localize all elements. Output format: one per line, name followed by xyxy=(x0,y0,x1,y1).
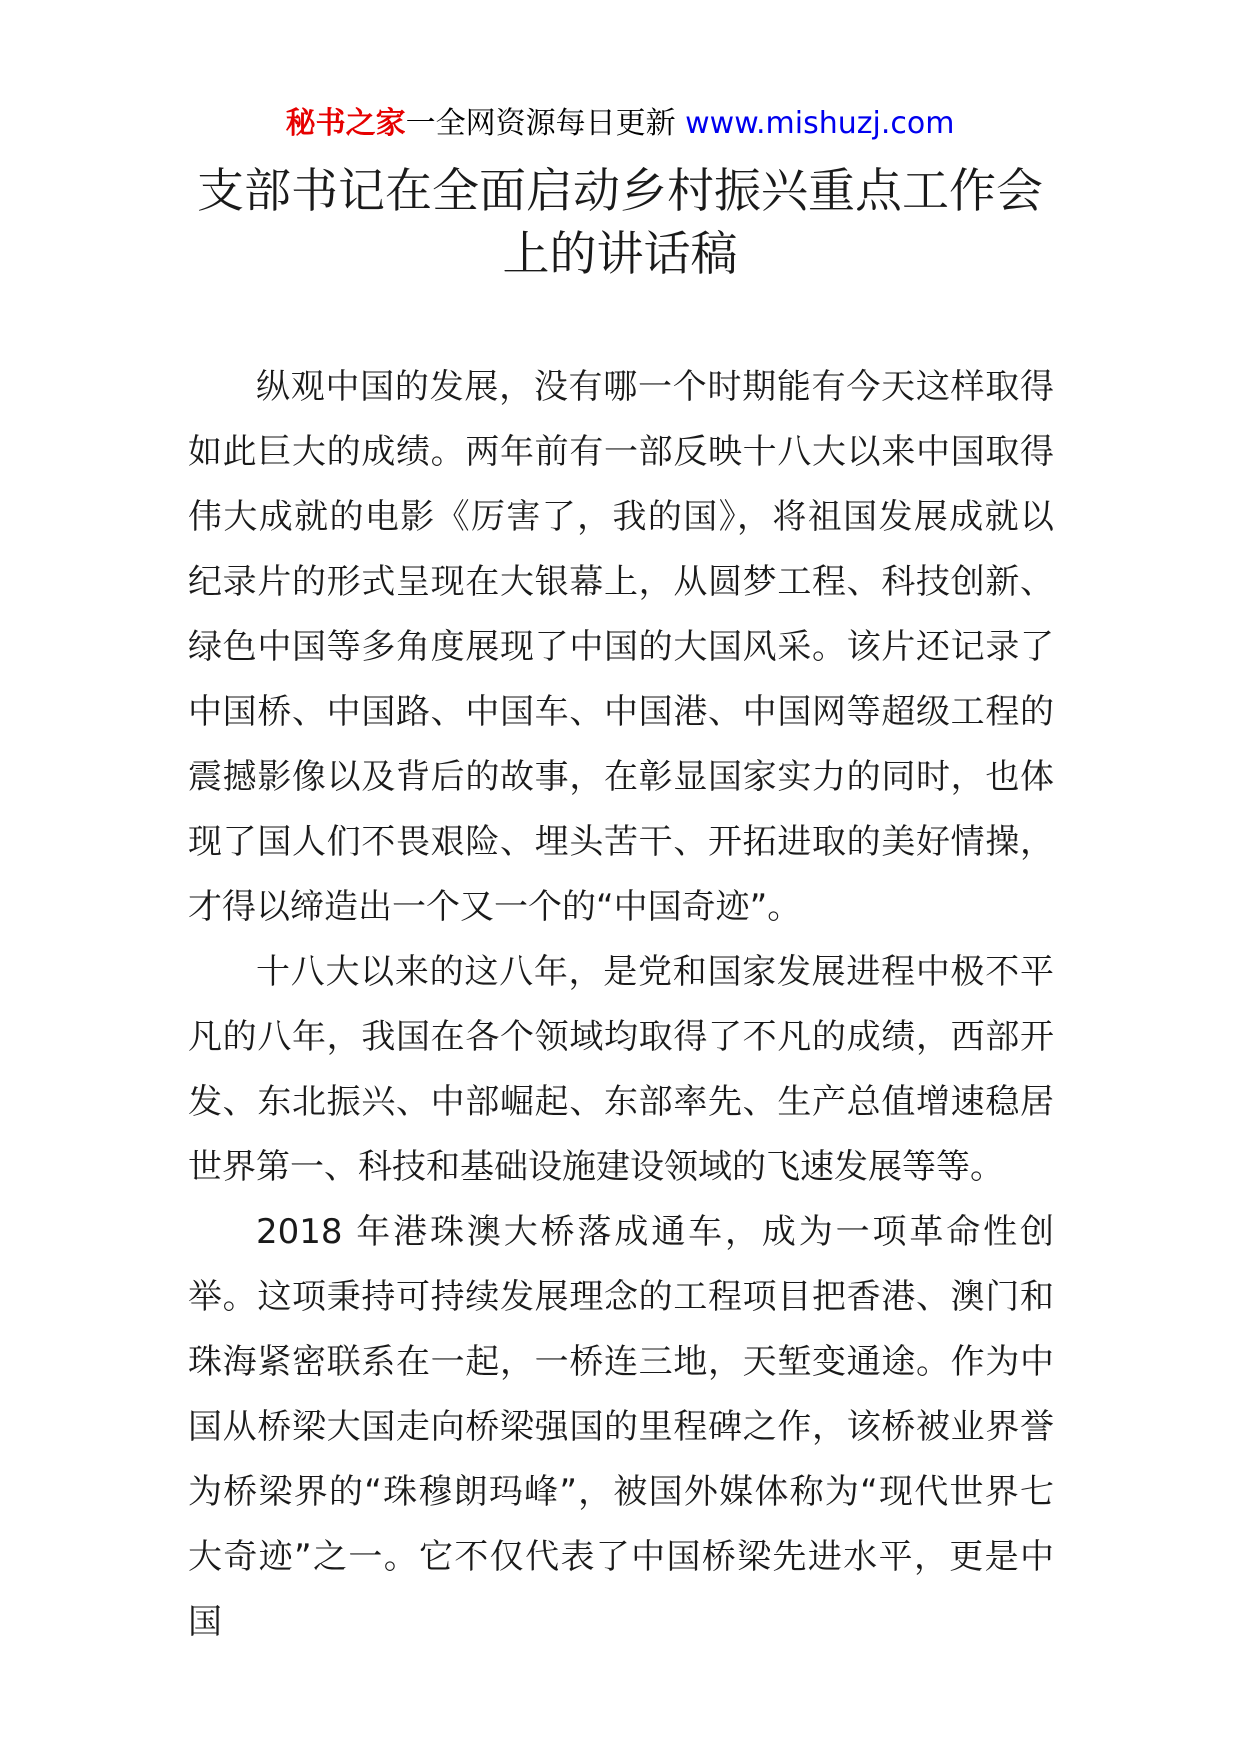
site-url-link[interactable]: www.mishuzj.com xyxy=(685,106,955,141)
site-name: 秘书之家 xyxy=(285,106,406,141)
site-tagline: 一全网资源每日更新 xyxy=(405,106,676,141)
paragraph: 2018 年港珠澳大桥落成通车，成为一项革命性创举。这项秉持可持续发展理念的工程项目把香港、澳门和珠海紧密联系在一起，一桥连三地，天堑变通途。作为中国从桥梁大国走向桥梁强国的里程碑之作，该桥被业界誉为桥梁界的“珠穆朗玛峰”，被国外媒体称为“现代世界七大奇迹”之一。它不仅代表了中国桥梁先进水平，更是中国 xyxy=(188,1212,1054,1642)
paragraph: 十八大以来的这八年，是党和国家发展进程中极不平凡的八年，我国在各个领域均取得了不凡的成绩，西部开发、东北振兴、中部崛起、东部率先、生产总值增速稳居世界第一、科技和基础设施建设领域的飞速发展等等。 xyxy=(188,952,1054,1187)
document-title: 支部书记在全面启动乡村振兴重点工作会上的讲话稿 xyxy=(197,164,1043,282)
document-body xyxy=(188,355,1054,1655)
paragraph: 纵观中国的发展，没有哪一个时期能有今天这样取得如此巨大的成绩。两年前有一部反映十八大以来中国取得伟大成就的电影《厉害了，我的国》，将祖国发展成就以纪录片的形式呈现在大银幕上，从圆梦工程、科技创新、绿色中国等多角度展现了中国的大国风采。该片还记录了中国桥、中国路、中国车、中国港、中国网等超级工程的震撼影像以及背后的故事，在彰显国家实力的同时，也体现了国人们不畏艰险、埋头苦干、开拓进取的美好情操，才得以缔造出一个又一个的“中国奇迹”。 xyxy=(188,367,1054,927)
site-header xyxy=(0,102,1240,146)
